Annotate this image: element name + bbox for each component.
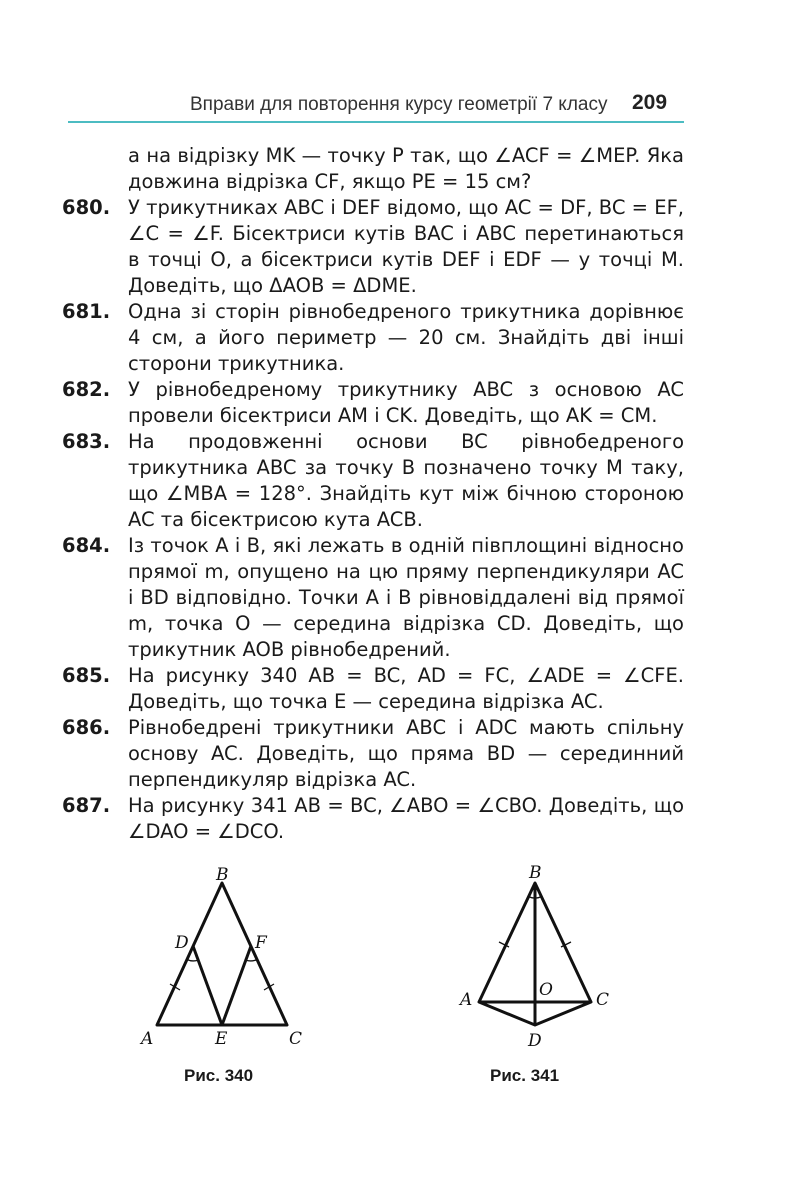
label-a: A <box>460 990 473 1010</box>
label-b: B <box>216 865 229 885</box>
exercise-number: 680. <box>62 196 111 219</box>
label-d: D <box>528 1031 542 1051</box>
figure-341-caption: Рис. 341 <box>490 1066 560 1085</box>
label-c: C <box>289 1029 303 1049</box>
header-title: Вправи для повторення курсу геометрії 7 класу <box>190 94 608 115</box>
figure-340-caption: Рис. 340 <box>184 1066 254 1085</box>
exercise-number: 687. <box>62 794 111 817</box>
exercise-text: У рівнобедреному трикутнику ABC з основою AC провели бісектриси AM і CK. Доведіть, що AK = CM. <box>128 378 684 427</box>
exercise-text: У трикутниках ABC і DEF відомо, що AC = DF, BC = EF, ∠C = ∠F. Бісектриси кутів BAC і ABC перетинаються в точці O, а бісектриси кутів DEF і EDF — у точці M. Доведіть, що ΔAOB = ΔDME. <box>128 196 684 297</box>
exercise-number: 681. <box>62 300 111 323</box>
label-o: O <box>539 980 553 1000</box>
label-d: D <box>175 933 189 953</box>
exercise-text: а на відрізку MK — точку P так, що ∠ACF = ∠MEP. Яка довжина відрізка CF, якщо PE = 15 см? <box>128 144 684 193</box>
exercise-text: Із точок A і B, які лежать в одній півплощині відносно прямої m, опущено на цю пряму перпендикуляри AC і BD відповідно. Точки A і B рівновіддалені від прямої m, точка O — середина відрізка CD. Доведіть, що трикутник AOB рівнобедрений. <box>128 534 684 661</box>
label-e: E <box>215 1029 228 1049</box>
label-b: B <box>529 863 542 883</box>
label-f: F <box>255 933 267 953</box>
label-c: C <box>596 990 610 1010</box>
label-a: A <box>141 1029 154 1049</box>
exercise-number: 682. <box>62 378 111 401</box>
exercise-number: 685. <box>62 664 111 687</box>
exercise-text: На рисунку 341 AB = BC, ∠ABO = ∠CBO. Доведіть, що ∠DAO = ∠DCO. <box>128 794 684 843</box>
exercise-number: 684. <box>62 534 111 557</box>
exercise-text: Рівнобедрені трикутники ABC і ADC мають спільну основу AC. Доведіть, що пряма BD — серединний перпендикуляр відрізка AC. <box>128 716 684 791</box>
exercise-text: На рисунку 340 AB = BC, AD = FC, ∠ADE = ∠CFE. Доведіть, що точка E — середина відрізка AC. <box>128 664 684 713</box>
exercise-number: 683. <box>62 430 111 453</box>
exercise-number: 686. <box>62 716 111 739</box>
exercise-text: На продовженні основи BC рівнобедреного трикутника ABC за точку B позначено точку M таку, що ∠MBA = 128°. Знайдіть кут між бічною стороною AC та бісектрисою кута ACB. <box>128 430 684 531</box>
page-number: 209 <box>632 91 668 114</box>
exercise-text: Одна зі сторін рівнобедреного трикутника дорівнює 4 см, а його периметр — 20 см. Знайдіть дві інші сторони трикутника. <box>128 300 684 375</box>
